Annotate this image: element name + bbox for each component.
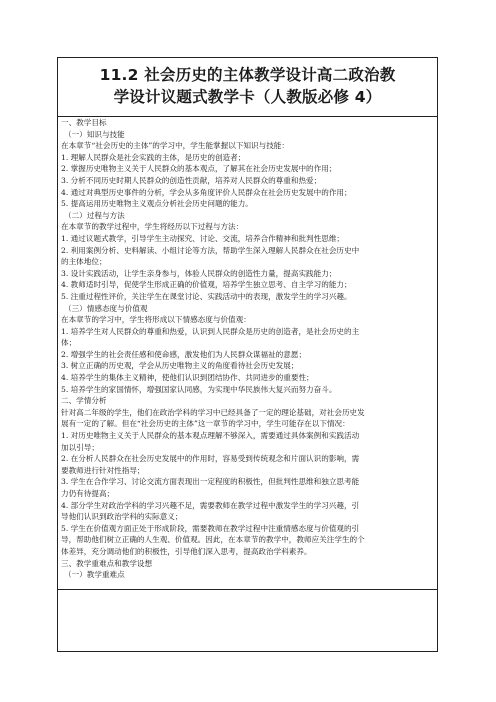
text-line: 2. 掌握历史唯物主义关于人民群众的基本观点，了解其在社会历史发展中的作用；	[61, 164, 337, 174]
text-line: 4. 教师适时引导，促使学生形成正确的价值观，培养学生独立思考、自主学习的能力；	[61, 280, 352, 290]
text-line: 要教师进行针对性指导；	[61, 465, 145, 475]
text-line: 1. 对历史唯物主义关于人民群众的基本观点理解不够深入，需要通过具体案例和实践活动	[61, 431, 360, 441]
text-line: 一、教学目标	[61, 118, 107, 127]
text-line: 三、教学重难点和教学设想	[61, 558, 153, 568]
text-line: （二）过程与方法	[64, 210, 125, 220]
text-line: （一）教学重难点	[64, 570, 125, 580]
text-line: 二、学情分析	[61, 396, 107, 406]
text-line: 2. 增强学生的社会责任感和使命感，激发他们为人民群众谋福祉的意愿；	[61, 349, 307, 359]
text-line: 体差异，充分调动他们的积极性，引导他们深入思考，提高政治学科素养。	[61, 546, 312, 556]
text-line: 2. 利用案例分析、史料解读、小组讨论等方法，帮助学生深入理解人民群众在社会历史中	[61, 245, 360, 255]
text-line: 加以引导；	[61, 442, 99, 452]
text-line: 4. 通过对典型历史事件的分析，学会从多角度评价人民群众在社会历史发展中的作用；	[61, 187, 352, 197]
text-line: 体；	[61, 338, 77, 348]
text-line: 1. 理解人民群众是社会实践的主体，是历史的创造者；	[61, 152, 246, 162]
document-title-line-2: 学设计议题式教学卡（人教版必修 4）	[113, 88, 382, 106]
text-line: （一）知识与技能	[64, 129, 125, 139]
text-line: 2. 在分析人民群众在社会历史发展中的作用时，容易受到传统观念和片面认识的影响，需	[61, 454, 360, 464]
text-line: 力仍有待提高；	[61, 489, 115, 498]
text-line: 3. 设计实践活动，让学生亲身参与，体验人民群众的创造性力量，提高实践能力；	[61, 268, 337, 278]
title-cell	[58, 58, 437, 117]
empty-table-cell	[58, 589, 437, 652]
text-line: 的主体地位；	[61, 257, 107, 267]
text-line: 展有一定的了解。但在“社会历史的主体”这一章节的学习中，学生可能存在以下情况：	[61, 419, 350, 429]
content-cell	[61, 117, 435, 581]
text-line: 3. 学生在合作学习、讨论交流方面表现出一定程度的积极性，但批判性思维和独立思考能	[61, 477, 360, 487]
document-title-line-1: 11.2 社会历史的主体教学设计高二政治教	[99, 66, 396, 84]
text-line: 5. 注重过程性评价，关注学生在课堂讨论、实践活动中的表现，激发学生的学习兴趣。	[61, 291, 352, 301]
text-line: 针对高二年级的学生，他们在政治学科的学习中已经具备了一定的理论基础，对社会历史发	[61, 407, 365, 417]
text-line: 5. 学生在价值观方面正处于形成阶段，需要教师在教学过程中注重情感态度与价值观的引	[61, 523, 360, 533]
text-line: 3. 分析不同历史时期人民群众的创造性贡献，培养对人民群众的尊重和热爱；	[61, 175, 322, 185]
text-line: 在本章节的教学过程中，学生将经历以下过程与方法：	[61, 222, 244, 232]
text-line: 4. 部分学生对政治学科的学习兴趣不足，需要教师在教学过程中激发学生的学习兴趣，引	[61, 500, 360, 510]
document-table	[57, 57, 438, 652]
text-line: 1. 通过议题式教学，引导学生主动探究、讨论、交流，培养合作精神和批判性思维；	[61, 233, 345, 243]
text-line: 4. 培养学生的集体主义精神，使他们认识到团结协作、共同进步的重要性；	[61, 373, 314, 383]
text-line: 在本章节的学习中，学生将形成以下情感态度与价值观：	[61, 315, 251, 325]
text-line: 在本章节“社会历史的主体”的学习中，学生能掌握以下知识与技能：	[61, 141, 289, 151]
text-line: 3. 树立正确的历史观，学会从历史唯物主义的角度看待社会历史发展；	[61, 361, 299, 371]
text-line: 1. 培养学生对人民群众的尊重和热爱，认识到人民群众是历史的创造者，是社会历史的主	[61, 326, 360, 336]
text-line: 5. 提高运用历史唯物主义观点分析社会历史问题的能力。	[61, 199, 253, 209]
text-line: 5. 培养学生的家国情怀，增强国家认同感，为实现中华民族伟大复兴而努力奋斗。	[61, 384, 337, 394]
text-line: 导，帮助他们树立正确的人生观、价值观。因此，在本章节的教学中，教师应关注学生的个	[61, 535, 365, 545]
text-line: （三）情感态度与价值观	[64, 303, 148, 313]
text-line: 导他们认识到政治学科的实际意义；	[61, 512, 183, 522]
